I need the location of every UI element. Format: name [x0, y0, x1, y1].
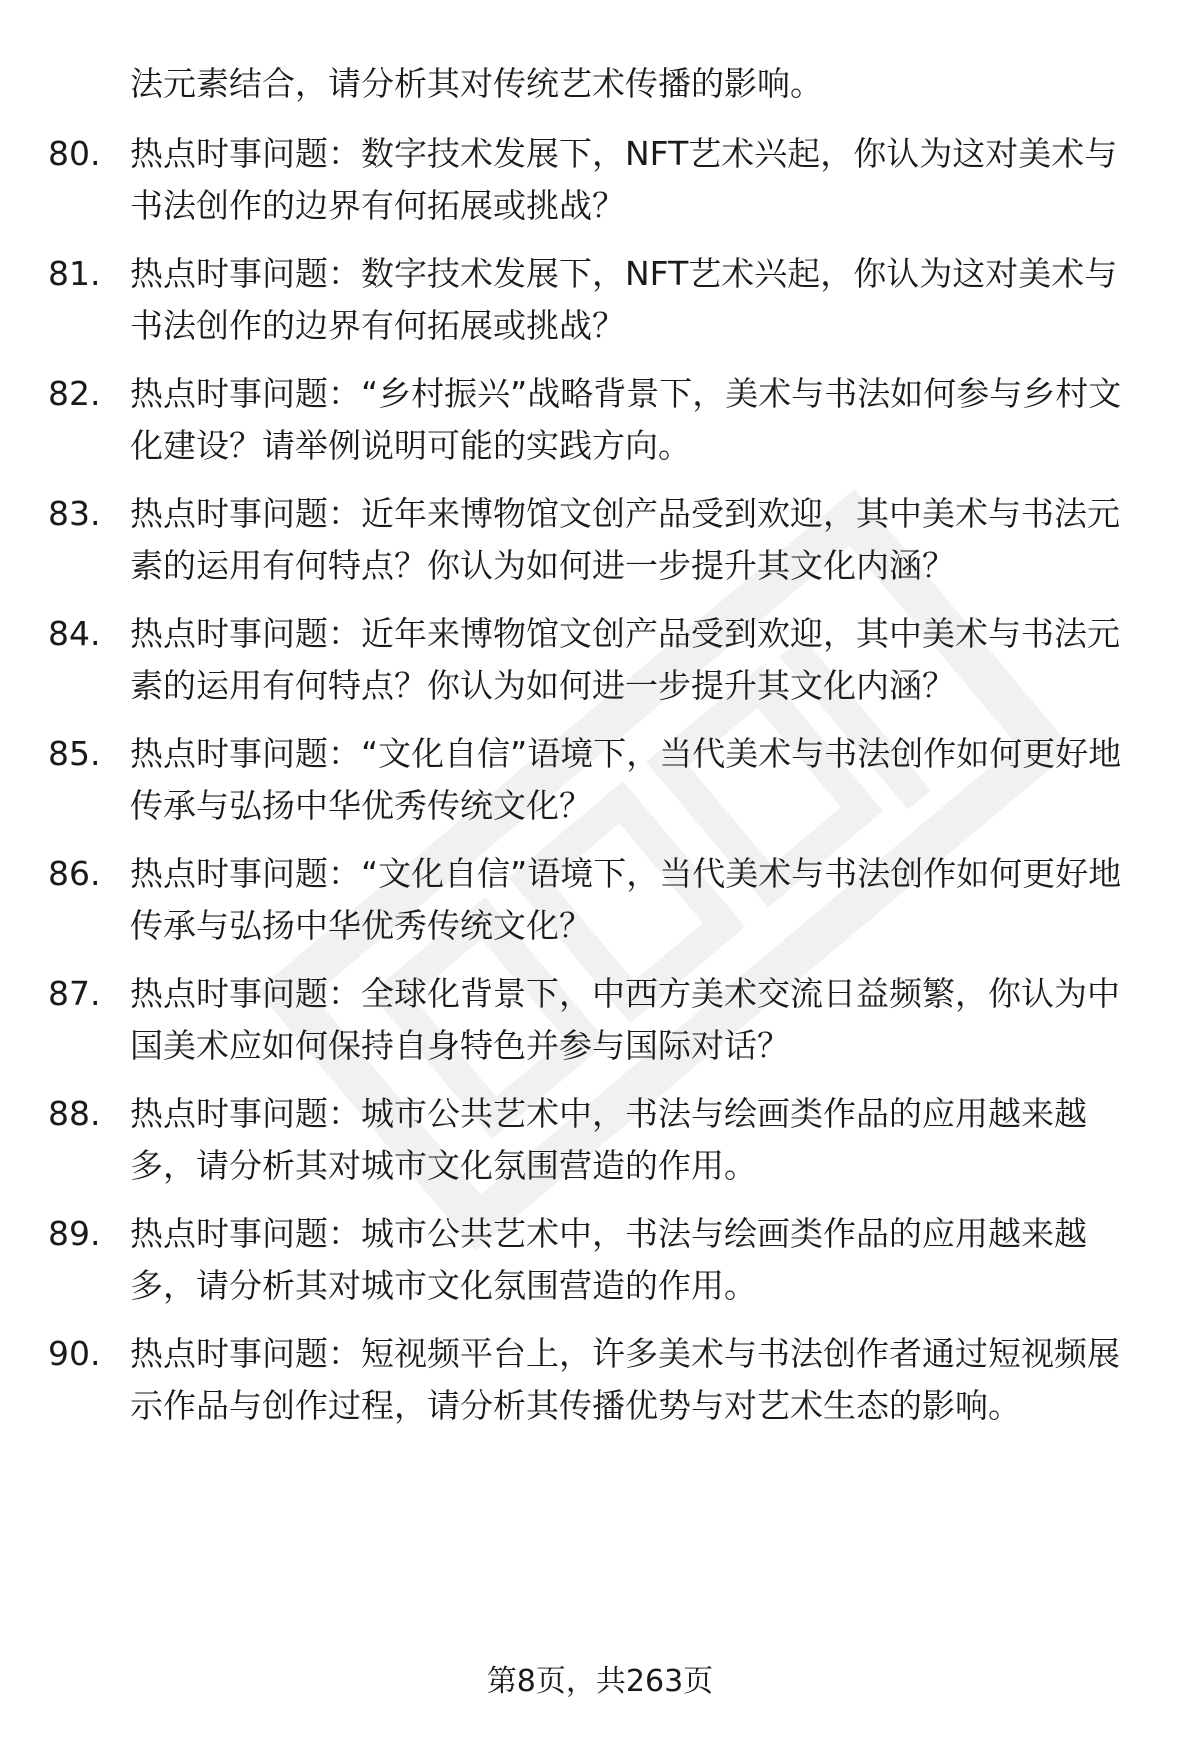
question-text: 热点时事问题：城市公共艺术中，书法与绘画类作品的应用越来越多，请分析其对城市文化氛围营造的作用。 [130, 1214, 1087, 1305]
question-item [48, 1088, 1158, 1192]
question-number: 82. [48, 374, 101, 413]
question-text: 热点时事问题：全球化背景下，中西方美术交流日益频繁，你认为中国美术应如何保持自身特色并参与国际对话？ [130, 974, 1120, 1065]
question-number: 89. [48, 1214, 101, 1253]
question-item [48, 1328, 1158, 1432]
question-item [48, 968, 1158, 1072]
question-text: 热点时事问题：城市公共艺术中，书法与绘画类作品的应用越来越多，请分析其对城市文化氛围营造的作用。 [130, 1094, 1087, 1185]
question-item [48, 128, 1158, 232]
question-number: 88. [48, 1094, 101, 1133]
question-item [48, 608, 1158, 712]
question-number: 80. [48, 134, 101, 173]
page-footer: 第8页，共263页 [486, 1664, 714, 1699]
question-number: 83. [48, 494, 101, 533]
question-number: 90. [48, 1334, 101, 1373]
question-text: 热点时事问题：数字技术发展下，NFT艺术兴起，你认为这对美术与书法创作的边界有何拓展或挑战？ [130, 134, 1118, 225]
question-item [48, 728, 1158, 832]
question-text: 热点时事问题：近年来博物馆文创产品受到欢迎，其中美术与书法元素的运用有何特点？你认为如何进一步提升其文化内涵？ [130, 494, 1120, 585]
question-text: 热点时事问题：短视频平台上，许多美术与书法创作者通过短视频展示作品与创作过程，请分析其传播优势与对艺术生态的影响。 [130, 1334, 1120, 1425]
question-item [48, 248, 1158, 352]
question-number: 84. [48, 614, 101, 653]
question-text: 热点时事问题：近年来博物馆文创产品受到欢迎，其中美术与书法元素的运用有何特点？你认为如何进一步提升其文化内涵？ [130, 614, 1120, 705]
question-number: 85. [48, 734, 101, 773]
question-item [48, 1208, 1158, 1312]
question-number: 87. [48, 974, 101, 1013]
question-text: 热点时事问题：数字技术发展下，NFT艺术兴起，你认为这对美术与书法创作的边界有何拓展或挑战？ [130, 254, 1118, 345]
question-number: 86. [48, 854, 101, 893]
question-text: 热点时事问题：“文化自信”语境下，当代美术与书法创作如何更好地传承与弘扬中华优秀传统文化？ [130, 734, 1122, 825]
question-item [48, 488, 1158, 592]
question-item [48, 848, 1158, 952]
question-text: 热点时事问题：“乡村振兴”战略背景下，美术与书法如何参与乡村文化建设？请举例说明可能的实践方向。 [130, 374, 1122, 465]
question-number: 81. [48, 254, 101, 293]
question-text: 热点时事问题：“文化自信”语境下，当代美术与书法创作如何更好地传承与弘扬中华优秀传统文化？ [130, 854, 1122, 945]
continued-text: 法元素结合，请分析其对传统艺术传播的影响。 [130, 64, 823, 103]
question-item [48, 368, 1158, 472]
